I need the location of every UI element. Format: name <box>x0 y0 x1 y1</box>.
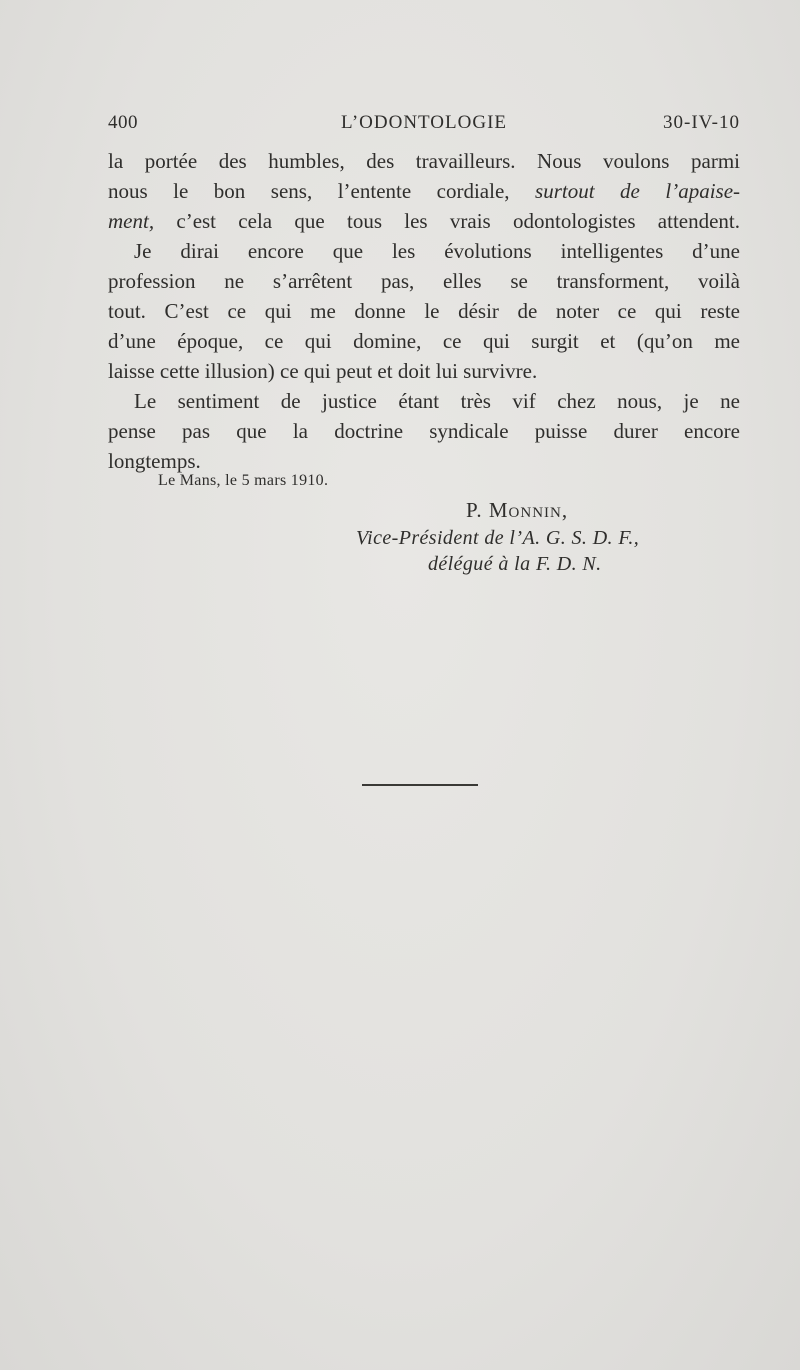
emphasis-text: surtout de l’apaise- <box>535 179 741 203</box>
signature-role: Vice-Président de l’A. G. S. D. F., <box>356 527 640 549</box>
text-line: la portée des humbles, des travailleurs. Nous voulons parmi <box>108 149 740 173</box>
signature-name <box>466 498 568 523</box>
text-line: tout. C’est ce qui me donne le désir de noter ce qui reste <box>108 299 740 323</box>
text-line: Le sentiment de justice étant très vif chez nous, je ne <box>134 389 740 413</box>
issue-date: 30-IV-10 <box>663 112 740 133</box>
text-line: pense pas que la doctrine syndicale puisse durer encore <box>108 419 740 443</box>
text-line: d’une époque, ce qui domine, ce qui surgit et (qu’on me <box>108 329 740 353</box>
journal-title: L’ODONTOLOGIE <box>340 112 508 133</box>
text-line: longtemps. <box>108 449 201 473</box>
text-segment: c’est cela que tous les vrais odontologistes attendent. <box>176 209 741 233</box>
body-text <box>108 146 740 476</box>
dateline: Le Mans, le 5 mars 1910. <box>158 472 329 489</box>
signature-initial: P. <box>466 498 483 522</box>
emphasis-text: ment, <box>108 209 155 233</box>
page-number: 400 <box>108 112 138 133</box>
text-line <box>108 206 740 236</box>
text-line <box>108 176 740 206</box>
text-segment: nous le bon sens, l’entente cordiale, <box>108 179 510 203</box>
signature-surname: Monnin, <box>488 498 569 522</box>
text-line: Je dirai encore que les évolutions intelligentes d’une <box>134 239 740 263</box>
signature-delegation: délégué à la F. D. N. <box>428 553 602 575</box>
text-line: laisse cette illusion) ce qui peut et doit lui survivre. <box>108 359 538 383</box>
text-line: profession ne s’arrêtent pas, elles se transforment, voilà <box>108 269 740 293</box>
running-head <box>108 112 740 140</box>
section-end-rule <box>362 784 478 786</box>
